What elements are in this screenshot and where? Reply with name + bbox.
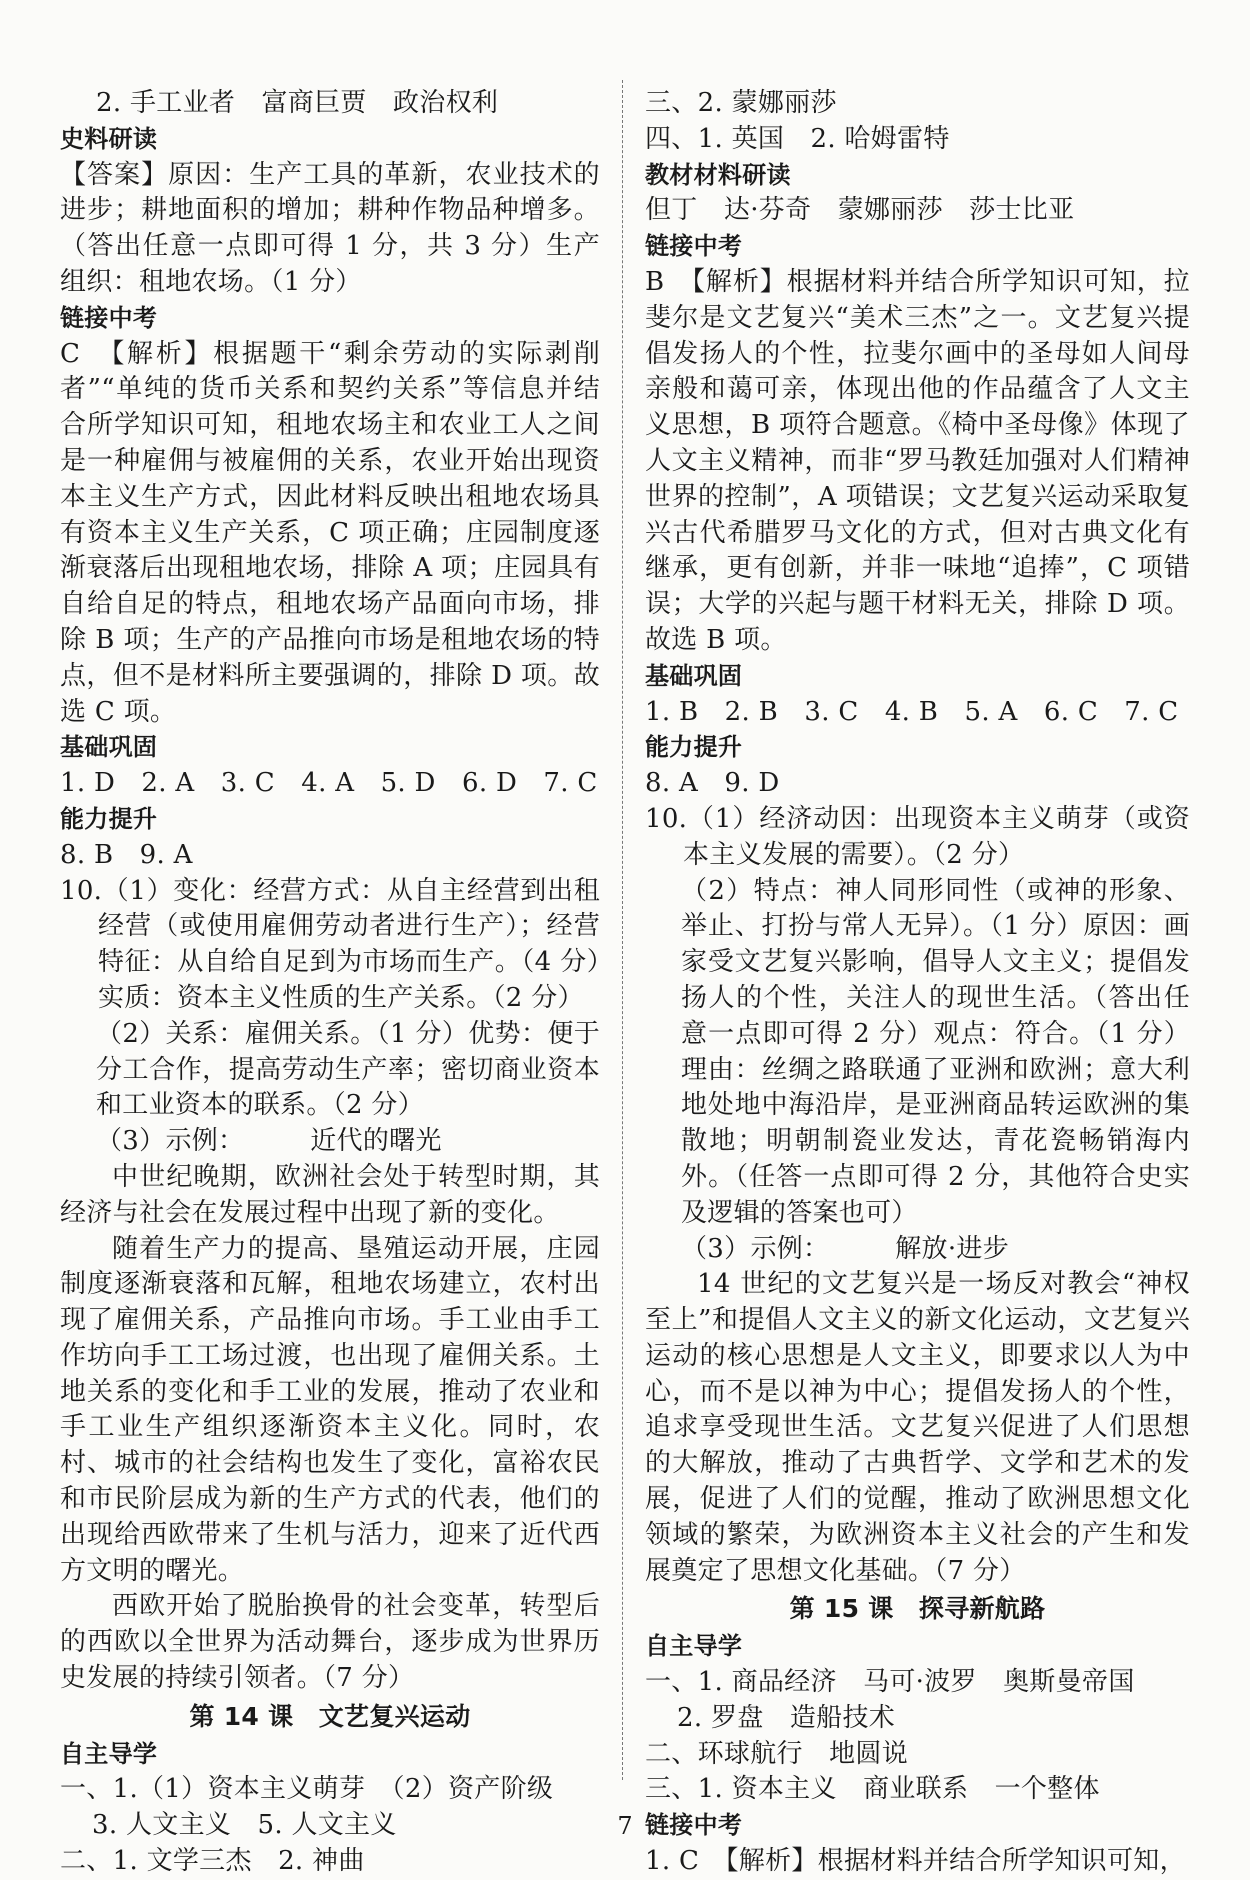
- paragraph: 10.（1）变化：经营方式：从自主经营到出租经营（或使用雇佣劳动者进行生产）；经营特征：从自给自足到为市场而生产。（4 分）实质：资本主义性质的生产关系。（2 分）: [60, 875, 600, 1013]
- section-heading: 自主导学: [645, 1632, 743, 1661]
- paragraph: 二、环球航行 地圆说: [645, 1738, 909, 1769]
- paragraph: 8. A 9. D: [645, 768, 780, 799]
- section-heading: 链接中考: [60, 303, 158, 332]
- lesson-title: 第 15 课 探寻新航路: [789, 1594, 1046, 1624]
- paragraph: 西欧开始了脱胎换骨的社会变革，转型后的西欧以全世界为活动舞台，逐步成为世界历史发展的持续引领者。（7 分）: [60, 1591, 600, 1694]
- paragraph: 1. D 2. A 3. C 4. A 5. D 6. D 7. C: [60, 768, 598, 799]
- paragraph: C 【解析】根据题干“剩余劳动的实际剥削者”“单纯的货币关系和契约关系”等信息并结合所学知识可知，租地农场主和农业工人之间是一种雇佣与被雇佣的关系，农业开始出现资本主义生产方式，因此材料反映出租地农场具有资本主义生产关系，C 项正确；庄园制度逐渐衰落后出现租地农场，排除 A 项；庄园具有自给自足的特点，租地农场产品面向市场，排除 B 项；生产的产品推向市场是租地农场的特点，但不是材料所主要强调的，排除 D 项。故选 C 项。: [60, 338, 600, 727]
- paragraph: 1. C 【解析】根据材料并结合所学知识可知，: [645, 1846, 1186, 1877]
- lesson-title: 第 14 课 文艺复兴运动: [189, 1701, 471, 1731]
- paragraph: 1. B 2. B 3. C 4. B 5. A 6. C 7. C: [645, 696, 1179, 727]
- paragraph: 【答案】原因：生产工具的革新，农业技术的进步；耕地面积的增加；耕种作物品种增多。（答出任意一点即可得 1 分，共 3 分）生产组织：租地农场。（1 分）: [60, 159, 600, 297]
- paragraph: 2. 罗盘 造船技术: [677, 1702, 896, 1733]
- paragraph: 14 世纪的文艺复兴是一场反对教会“神权至上”和提倡人文主义的新文化运动，文艺复兴运动的核心思想是人文主义，即要求以人为中心，而不是以神为中心；提倡发扬人的个性，追求享受现世生活。文艺复兴促进了人们思想的大解放，推动了古典哲学、文学和艺术的发展，促进了人们的觉醒，推动了欧洲思想文化领域的繁荣，为欧洲资本主义社会的产生和发展奠定了思想文化基础。（7 分）: [645, 1269, 1190, 1586]
- paragraph: （3）示例： 近代的曙光: [96, 1126, 442, 1157]
- paragraph: 10.（1）经济动因：出现资本主义萌芽（或资本主义发展的需要）。（2 分）: [645, 803, 1190, 870]
- paragraph: B 【解析】根据材料并结合所学知识可知，拉斐尔是文艺复兴“美术三杰”之一。文艺复兴提倡发扬人的个性，拉斐尔画中的圣母如人间母亲般和蔼可亲，体现出他的作品蕴含了人文主义思想，B 项符合题意。《椅中圣母像》体现了人文主义精神，而非“罗马教廷加强对人们精神世界的控制”，A 项错误；文艺复兴运动采取复兴古代希腊罗马文化的方式，但对古典文化有继承，更有创新，并非一味地“追捧”，C 项错误；大学的兴起与题干材料无关，排除 D 项。故选 B 项。: [645, 266, 1190, 655]
- paragraph: 但丁 达·芬奇 蒙娜丽莎 莎士比亚: [645, 195, 1075, 226]
- paragraph: 一、1.（1）资本主义萌芽 （2）资产阶级: [60, 1774, 554, 1805]
- paragraph: 二、1. 文学三杰 2. 神曲: [60, 1846, 365, 1877]
- paragraph: 一、1. 商品经济 马可·波罗 奥斯曼帝国: [645, 1667, 1135, 1698]
- paragraph: （2）关系：雇佣关系。（1 分）优势：便于分工合作，提高劳动生产率；密切商业资本和工业资本的联系。（2 分）: [96, 1018, 600, 1121]
- section-heading: 基础巩固: [60, 733, 158, 762]
- section-heading: 链接中考: [645, 1811, 743, 1840]
- paragraph: 中世纪晚期，欧洲社会处于转型时期，其经济与社会在发展过程中出现了新的变化。: [60, 1161, 600, 1228]
- column-divider: [622, 80, 623, 1780]
- paragraph: 2. 手工业者 富商巨贾 政治权利: [96, 88, 499, 118]
- section-heading: 链接中考: [645, 232, 743, 261]
- paragraph: （3）示例： 解放·进步: [681, 1233, 1010, 1264]
- right-column: [645, 86, 1190, 1880]
- paragraph: 随着生产力的提高、垦殖运动开展，庄园制度逐渐衰落和瓦解，租地农场建立，农村出现了雇佣关系，产品推向市场。手工业由手工作坊向手工工场过渡，也出现了雇佣关系。土地关系的变化和手工业的发展，推动了农业和手工业生产组织逐渐资本主义化。同时，农村、城市的社会结构也发生了变化，富裕农民和市民阶层成为新的生产方式的代表，他们的出现给西欧带来了生机与活力，迎来了近代西方文明的曙光。: [60, 1233, 600, 1586]
- section-heading: 能力提升: [645, 733, 743, 762]
- section-heading: 能力提升: [60, 804, 158, 833]
- page-number: 7: [617, 1812, 633, 1840]
- paragraph: 三、1. 资本主义 商业联系 一个整体: [645, 1774, 1100, 1805]
- section-heading: 教材材料研读: [645, 160, 791, 189]
- paragraph: 3. 人文主义 5. 人文主义: [92, 1810, 397, 1841]
- paragraph: （2）特点：神人同形同性（或神的形象、举止、打扮与常人无异）。（1 分）原因：画家受文艺复兴影响，倡导人文主义；提倡发扬人的个性，关注人的现世生活。（答出任意一点即可得 2 分）观点：符合。（1 分）理由：丝绸之路联通了亚洲和欧洲；意大利地处地中海沿岸，是亚洲商品转运欧洲的集散地；明朝制瓷业发达，青花瓷畅销海内外。（任答一点即可得 2 分，其他符合史实及逻辑的答案也可）: [681, 875, 1190, 1228]
- section-heading: 史料研读: [60, 124, 158, 153]
- section-heading: 自主导学: [60, 1739, 158, 1768]
- paragraph: 8. B 9. A: [60, 839, 193, 870]
- paragraph: 四、1. 英国 2. 哈姆雷特: [645, 123, 950, 154]
- paragraph: 三、2. 蒙娜丽莎: [645, 88, 837, 118]
- left-column: [60, 86, 600, 1880]
- section-heading: 基础巩固: [645, 661, 743, 690]
